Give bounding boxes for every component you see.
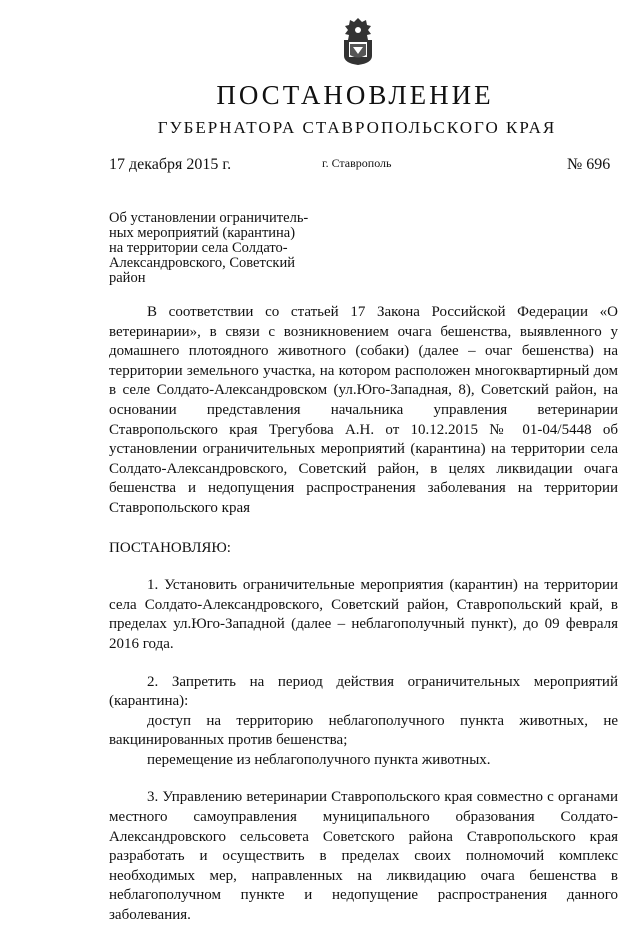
decree-word: ПОСТАНОВЛЯЮ:	[109, 539, 231, 556]
heading-line: район	[109, 270, 146, 286]
document-city: г. Ставрополь	[322, 156, 392, 170]
document-number: № 696	[567, 156, 611, 173]
document-title: ПОСТАНОВЛЕНИЕ	[216, 80, 494, 110]
heading-line: на территории села Солдато-	[109, 240, 288, 256]
document-date: 17 декабря 2015 г.	[109, 156, 232, 173]
heading-line: Александровского, Советский	[109, 255, 295, 271]
document-heading	[109, 211, 324, 286]
heading-line: Об установлении ограничитель-	[109, 210, 309, 226]
document-subtitle: ГУБЕРНАТОРА СТАВРОПОЛЬСКОГО КРАЯ	[157, 118, 557, 137]
preamble-paragraph: В соответствии со статьей 17 Закона Российской Федерации «О ветеринарии», в связи с возникновением очага бешенства, выявленного у домашнего плотоядного животного (собаки) (далее – очаг бешенства) на территории земельного участка, на котором расположен многоквартирный дом в селе Солдато-Александровском (ул.Юго-Западная, 8), Советский район, на основании представления начальника управления ветеринарии Ставропольского края Трегубова А.Н. от 10.12.2015 № 01-04/5448 об установлении ограничительных мероприятий (карантина) на территории села Солдато-Александровского, Советский район, в целях ликвидации очага бешенства и недопущения распространения заболевания на территории Ставропольского края	[109, 304, 618, 516]
coat-of-arms-icon	[340, 16, 376, 66]
item-3-paragraph: 3. Управлению ветеринарии Ставропольского края совместно с органами местного самоуправления муниципального образования Солдато-Александровского сельсовета Советского района Ставропольского края разработать и осуществить в пределах своих полномочий комплекс необходимых мер, направленных на ликвидацию очага бешенства в неблагополучном пункте и недопущение распространения данного заболевания.	[109, 789, 618, 924]
document-body	[109, 303, 618, 926]
heading-line: ных мероприятий (карантина)	[109, 225, 296, 241]
item-2a-paragraph: доступ на территорию неблагополучного пункта животных, не вакцинированных против бешенства;	[109, 712, 618, 749]
item-1-paragraph: 1. Установить ограничительные мероприятия (карантин) на территории села Солдато-Александровского, Советский район, Ставропольский край, в пределах ул.Юго-Западной (далее – неблагополучный пункт), до 09 февраля 2016 года.	[109, 577, 618, 652]
item-2-paragraph: 2. Запретить на период действия ограничительных мероприятий (карантина):	[109, 673, 618, 710]
item-2b-paragraph: перемещение из неблагополучного пункта животных.	[147, 751, 491, 768]
